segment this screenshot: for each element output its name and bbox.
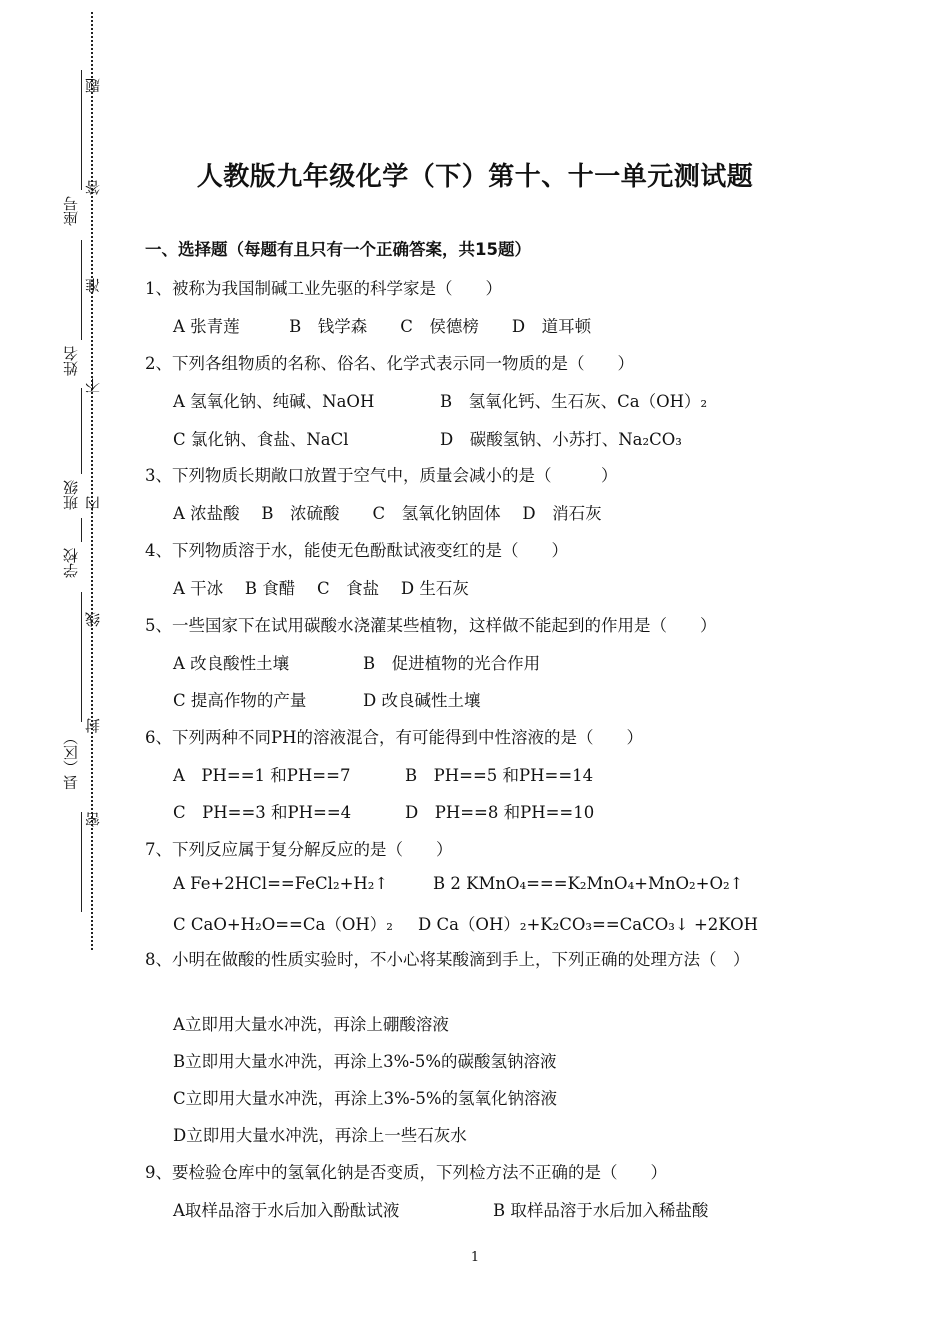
question-7: 7、下列反应属于复分解反应的是（ ）: [145, 840, 453, 859]
question-7-option-d: D Ca（OH）₂+K₂CO₃==CaCO₃↓ +2KOH: [418, 915, 759, 934]
question-4: 4、下列物质溶于水，能使无色酚酞试液变红的是（ ）: [145, 541, 568, 560]
field-line: [81, 812, 82, 912]
page-title: 人教版九年级化学（下）第十、十一单元测试题: [196, 162, 754, 192]
question-4-options: A 干冰 B 食醋 C 食盐 D 生石灰: [173, 579, 469, 598]
question-2-option-d: D 碳酸氢钠、小苏打、Na₂CO₃: [440, 430, 682, 449]
question-8-option-b: B立即用大量水冲洗，再涂上3%-5%的碳酸氢钠溶液: [173, 1052, 557, 1071]
question-1-options: A 张青莲 B 钱学森 C 侯德榜 D 道耳顿: [173, 317, 592, 336]
field-line: [81, 592, 82, 722]
question-1: 1、被称为我国制碱工业先驱的科学家是（ ）: [145, 279, 502, 298]
seal-word: 密: [84, 812, 102, 827]
seal-word: 不: [84, 378, 102, 393]
question-8: 8、小明在做酸的性质实验时，不小心将某酸滴到手上，下列正确的处理方法（ ）: [145, 950, 750, 969]
seal-dotted-line: [91, 12, 93, 950]
question-3: 3、下列物质长期敞口放置于空气中，质量会减小的是（ ）: [145, 466, 618, 485]
field-label-county: 县（区）: [62, 730, 80, 790]
field-line: [81, 518, 82, 542]
question-6: 6、下列两种不同PH的溶液混合，有可能得到中性溶液的是（ ）: [145, 728, 643, 747]
question-7-option-c: C CaO+H₂O==Ca（OH）₂: [173, 915, 393, 934]
question-8-option-a: A立即用大量水冲洗，再涂上硼酸溶液: [173, 1015, 449, 1034]
question-3-options: A 浓盐酸 B 浓硫酸 C 氢氧化钠固体 D 消石灰: [173, 504, 602, 523]
question-9-option-a: A取样品溶于水后加入酚酞试液: [173, 1201, 400, 1220]
question-7-option-a: A Fe+2HCl==FeCl₂+H₂↑: [173, 874, 389, 893]
field-label-name: 姓名: [62, 346, 80, 376]
field-label-school: 学校: [62, 548, 80, 578]
question-6-option-d: D PH==8 和PH==10: [405, 803, 595, 822]
binding-margin: [0, 0, 120, 1344]
question-5-option-d: D 改良碱性土壤: [363, 691, 481, 710]
seal-word: 封: [84, 718, 102, 733]
seal-word: 题: [84, 78, 102, 93]
question-9: 9、要检验仓库中的氢氧化钠是否变质，下列检方法不正确的是（ ）: [145, 1163, 667, 1182]
question-5-option-b: B 促进植物的光合作用: [363, 654, 541, 673]
seal-word: 线: [84, 612, 102, 627]
field-line: [81, 388, 82, 474]
question-2: 2、下列各组物质的名称、俗名、化学式表示同一物质的是（ ）: [145, 354, 634, 373]
seal-word: 准: [84, 278, 102, 293]
question-5: 5、一些国家下在试用碳酸水浇灌某些植物，这样做不能起到的作用是（ ）: [145, 616, 717, 635]
question-6-option-c: C PH==3 和PH==4: [173, 803, 352, 822]
question-2-option-b: B 氢氧化钙、生石灰、Ca（OH）₂: [440, 392, 708, 411]
question-5-option-a: A 改良酸性土壤: [173, 654, 290, 673]
seal-word: 答: [84, 180, 102, 195]
field-label-seat-number: 座号: [62, 196, 80, 226]
question-6-option-b: B PH==5 和PH==14: [405, 766, 594, 785]
seal-word: 内: [84, 496, 102, 511]
question-5-option-c: C 提高作物的产量: [173, 691, 307, 710]
question-8-option-c: C立即用大量水冲洗，再涂上3%-5%的氢氧化钠溶液: [173, 1089, 558, 1108]
page-number: 1: [470, 1250, 480, 1265]
section-heading: 一、选择题（每题有且只有一个正确答案，共15题）: [145, 240, 531, 259]
field-label-class: 班级: [62, 480, 80, 510]
question-2-option-c: C 氯化钠、食盐、NaCl: [173, 430, 349, 449]
field-line: [81, 240, 82, 340]
question-8-option-d: D立即用大量水冲洗，再涂上一些石灰水: [173, 1126, 467, 1145]
question-6-option-a: A PH==1 和PH==7: [173, 766, 351, 785]
question-7-option-b: B 2 KMnO₄===K₂MnO₄+MnO₂+O₂↑: [433, 874, 744, 893]
question-2-option-a: A 氢氧化钠、纯碱、NaOH: [173, 392, 375, 411]
question-9-option-b: B 取样品溶于水后加入稀盐酸: [493, 1201, 709, 1220]
